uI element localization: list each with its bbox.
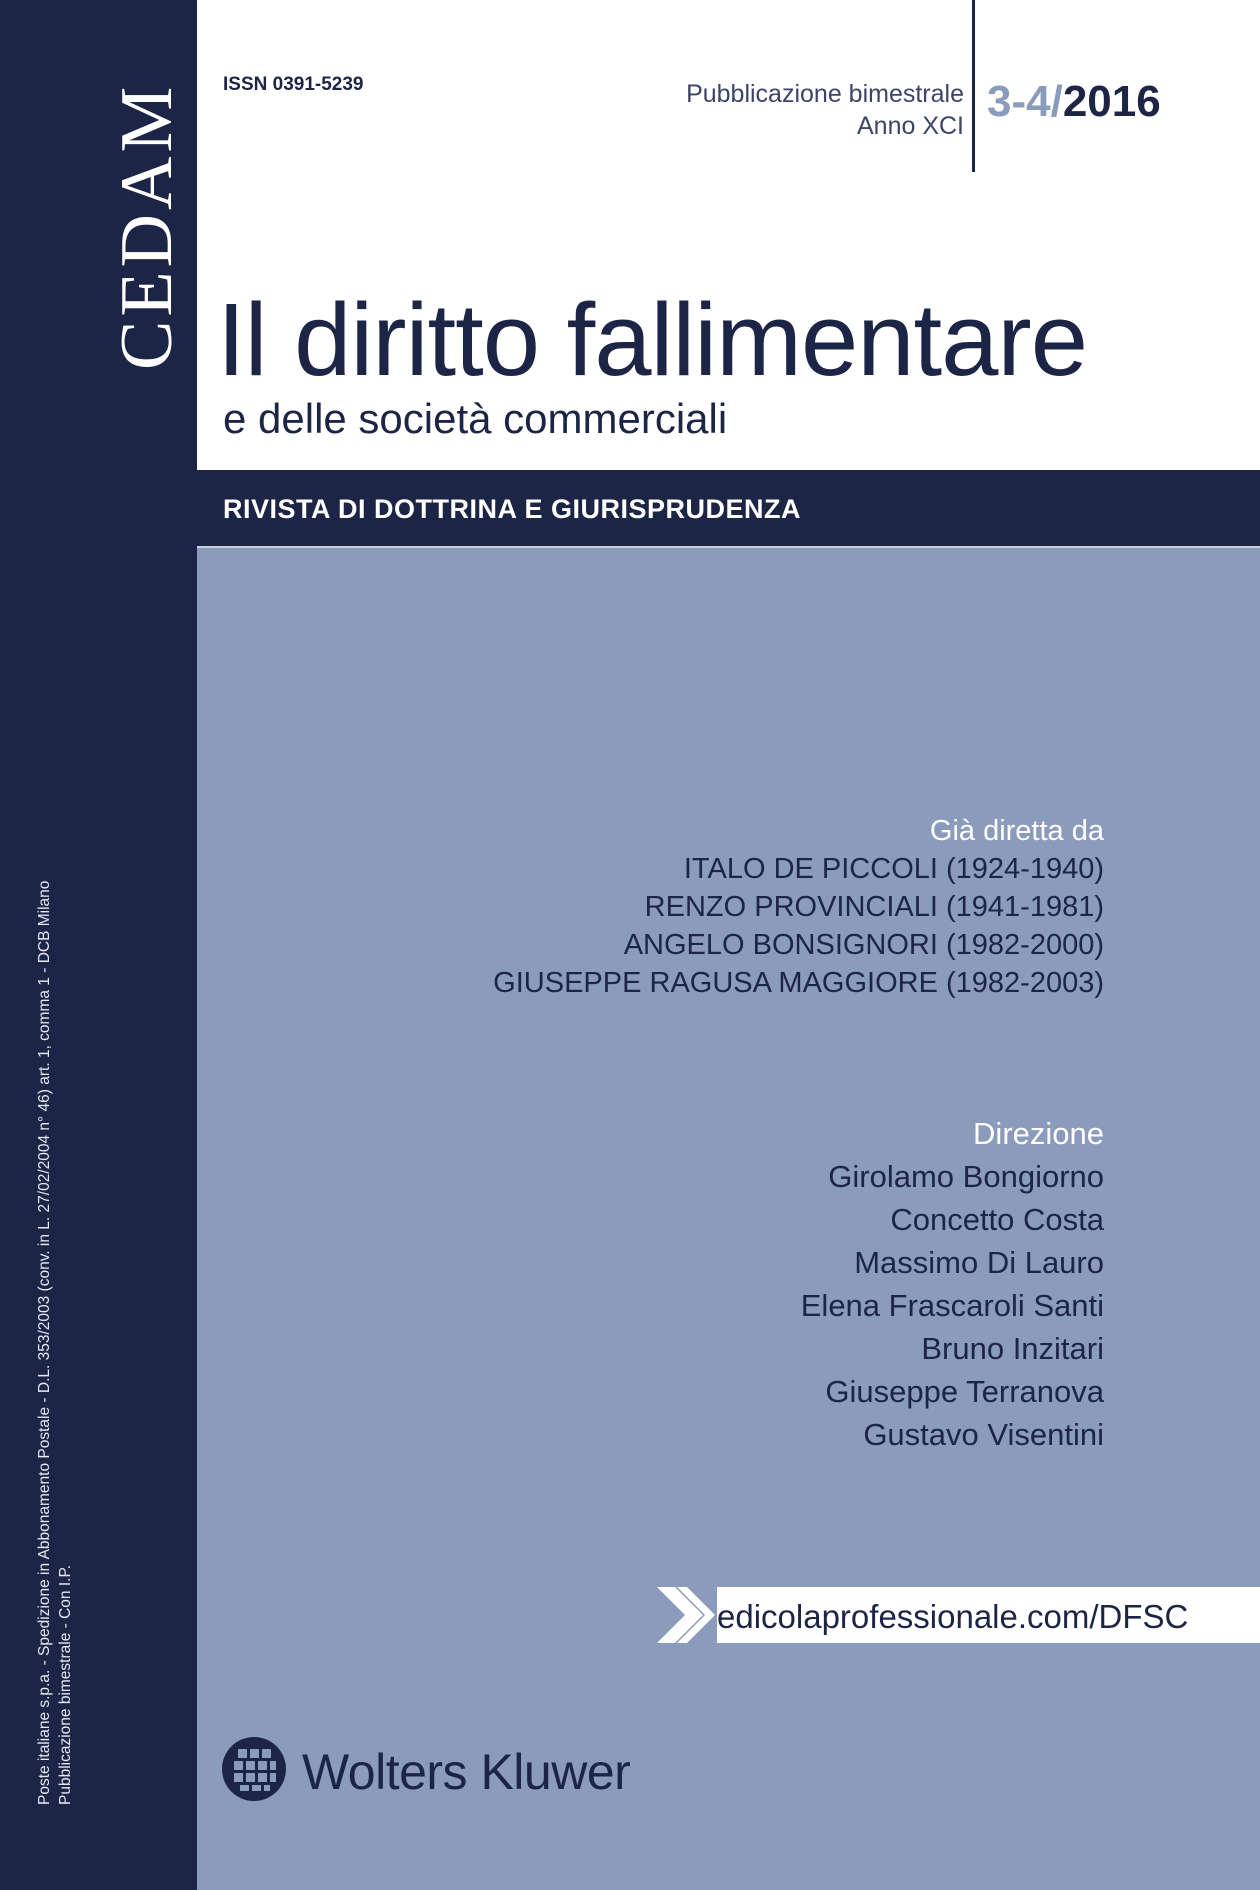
issue: 3-4/ bbox=[987, 77, 1063, 126]
website-banner[interactable] bbox=[657, 1587, 1260, 1643]
subtitle-band bbox=[197, 470, 1260, 546]
former-director: GIUSEPPE RAGUSA MAGGIORE (1982-2003) bbox=[493, 967, 1104, 999]
wolters-kluwer-logo-icon bbox=[220, 1735, 288, 1803]
header-divider bbox=[972, 0, 975, 172]
frequency: Pubblicazione bimestrale bbox=[686, 80, 964, 108]
direction bbox=[801, 1112, 1104, 1456]
publication-info bbox=[686, 78, 964, 142]
issn: ISSN 0391-5239 bbox=[223, 74, 364, 95]
former-directors bbox=[493, 812, 1104, 1002]
year-volume: Anno XCI bbox=[856, 112, 964, 140]
former-director: ITALO DE PICCOLI (1924-1940) bbox=[683, 853, 1104, 885]
former-director: ANGELO BONSIGNORI (1982-2000) bbox=[623, 929, 1104, 961]
cedam-logo: CEDAM bbox=[106, 82, 188, 370]
issue-number bbox=[987, 78, 1161, 126]
postal-info-line: Pubblicazione bimestrale - Con I.P. bbox=[57, 1564, 74, 1805]
journal-subtitle: e delle società commerciali bbox=[223, 395, 728, 442]
cover-header bbox=[197, 0, 1260, 470]
director: Elena Frascaroli Santi bbox=[800, 1288, 1104, 1323]
band-text: RIVISTA DI DOTTRINA E GIURISPRUDENZA bbox=[223, 494, 802, 524]
band-divider bbox=[197, 546, 1260, 548]
issue-year: 2016 bbox=[1062, 77, 1161, 126]
director: Gustavo Visentini bbox=[863, 1417, 1104, 1452]
postal-info bbox=[34, 881, 76, 1805]
spine bbox=[0, 0, 197, 1890]
former-director: RENZO PROVINCIALI (1941-1981) bbox=[644, 891, 1104, 923]
director: Giuseppe Terranova bbox=[825, 1374, 1104, 1409]
director: Girolamo Bongiorno bbox=[828, 1159, 1104, 1194]
former-directors-heading: Già diretta da bbox=[929, 815, 1104, 847]
direction-heading: Direzione bbox=[973, 1116, 1104, 1151]
publisher-name: Wolters Kluwer bbox=[302, 1744, 631, 1800]
director: Bruno Inzitari bbox=[921, 1331, 1104, 1366]
website-url[interactable]: edicolaprofessionale.com/DFSC bbox=[717, 1598, 1189, 1635]
postal-info-line: Poste italiane s.p.a. - Spedizione in Abbonamento Postale - D.L. 353/2003 (conv. in L. 27/02/2004 n° 46) art. 1, comma 1 - DCB Milano bbox=[36, 880, 53, 1805]
director: Concetto Costa bbox=[890, 1202, 1104, 1237]
journal-title: Il diritto fallimentare bbox=[217, 282, 1088, 397]
director: Massimo Di Lauro bbox=[854, 1245, 1104, 1280]
double-chevron-icon bbox=[657, 1587, 717, 1643]
